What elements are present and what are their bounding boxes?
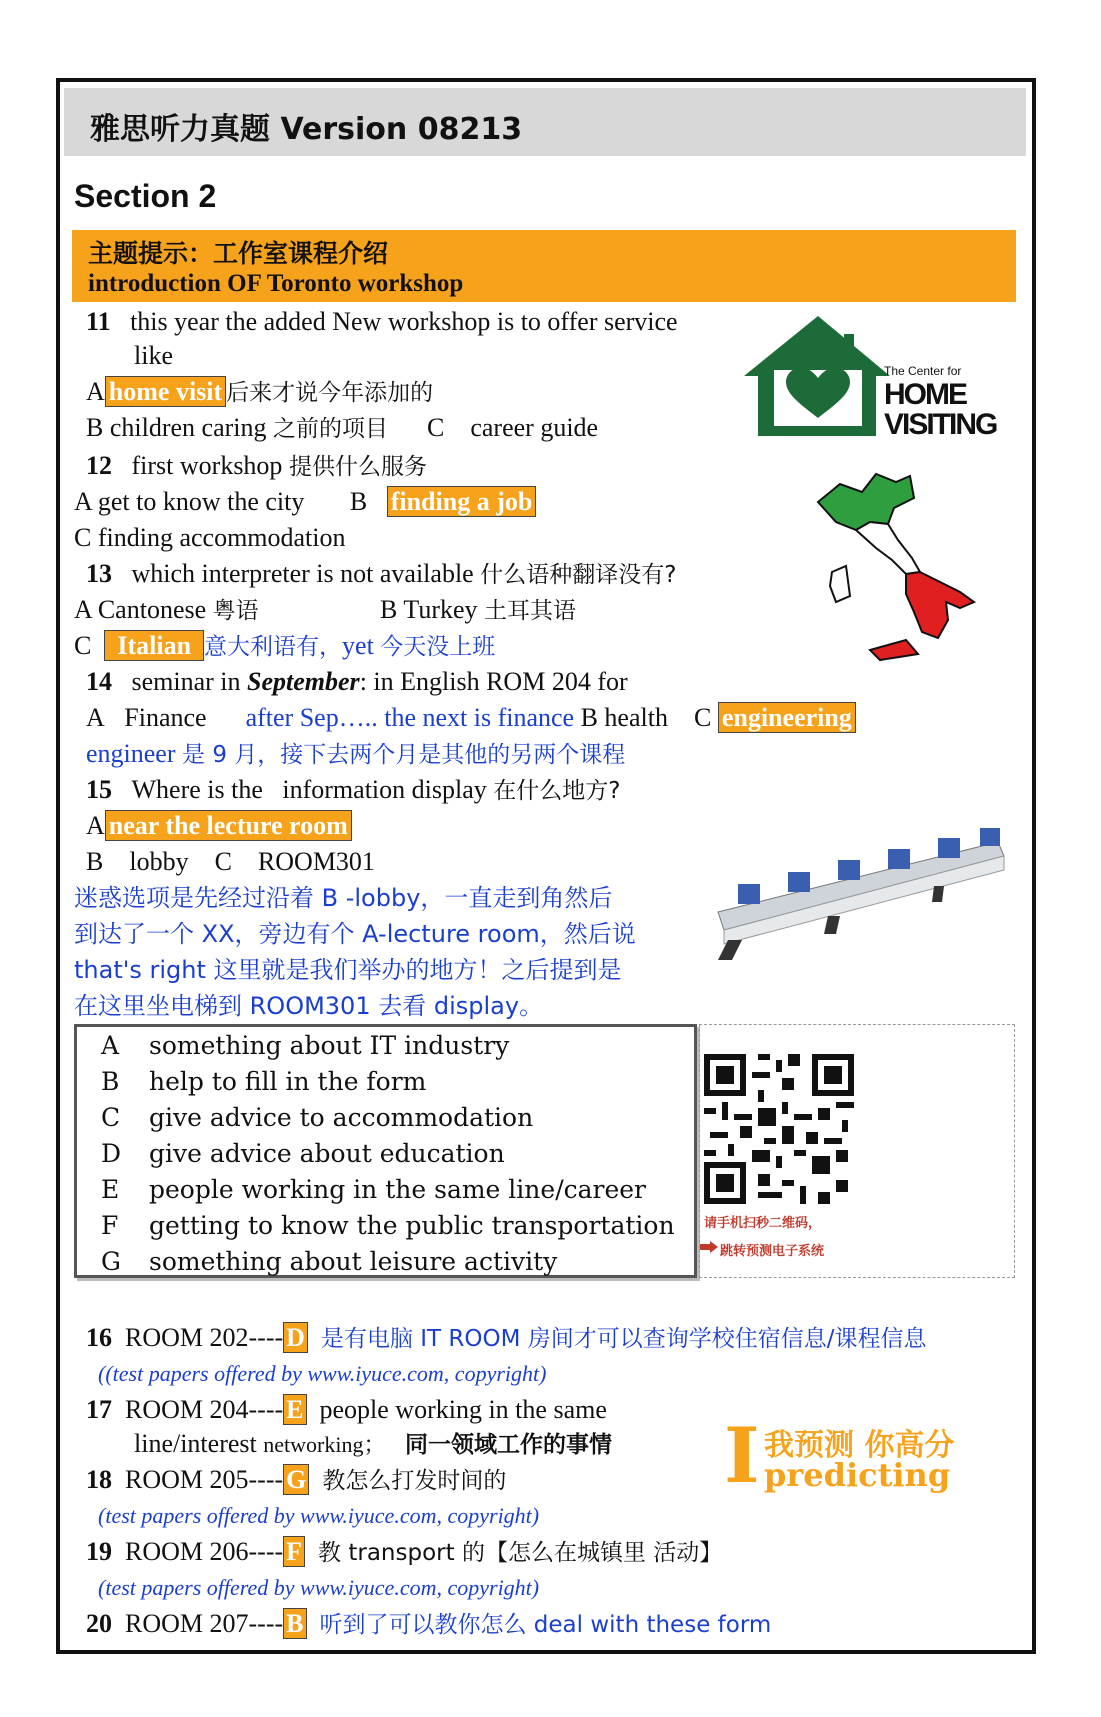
copyright-note: (test papers offered by www.iyuce.com, copyright) [98,1575,540,1600]
option-item: C give advice to accommodation [101,1103,534,1132]
section-heading: Section 2 [74,178,217,214]
q15-options-bc: B lobby C ROOM301 [86,847,375,876]
answer-19: 19 ROOM 206---- F 教 transport 的【怎么在城镇里 活动】 [86,1537,723,1566]
answer-highlight: F [283,1536,305,1567]
answer-17: 17 ROOM 204---- E people working in the same [86,1395,607,1424]
lecture-room-desks-image [708,822,1008,962]
answer-20: 20 ROOM 207---- B 听到了可以教你怎么 deal with these form [86,1609,772,1638]
option-item: B help to fill in the form [101,1067,427,1096]
q15-explain-line: 迷惑选项是先经过沿着 B -lobby，一直走到角然后 [74,884,613,912]
option-item: A something about IT industry [101,1031,510,1060]
option-item: D give advice about education [101,1139,505,1168]
q15-explain-line: 在这里坐电梯到 ROOM301 去看 display。 [74,992,544,1020]
topic-cn: 主题提示：工作室课程介绍 [88,239,389,268]
answer-highlight: G [283,1464,309,1495]
option-item: E people working in the same line/career [101,1175,647,1204]
q11-question-cont: like [134,341,173,370]
options-list-box [74,1024,697,1278]
q14-question: 14 seminar in September: in English ROM 204 for [86,667,628,696]
q12-options-ab: A get to know the city B finding a job [74,486,536,518]
q13-option-b: B Turkey 土耳其语 [380,595,577,624]
q15-answer-a: A near the lecture room [86,810,352,842]
q14-options: A Finance after Sep….. the next is finance B health C engineering [86,702,856,734]
qr-caption-1: 请手机扫秒二维码， [704,1216,822,1231]
q15-explain-line: that's right 这里就是我们举办的地方！之后提到是 [74,956,622,984]
q11-options-bc: B children caring 之前的项目 C career guide [86,413,599,442]
q13-question: 13 which interpreter is not available 什么语种翻译没有? [86,559,677,588]
answer-18: 18 ROOM 205---- G 教怎么打发时间的 [86,1465,507,1494]
home-visiting-home: HOME [884,378,966,411]
q11-answer-a: A home visit 后来才说今年添加的 [86,377,434,406]
option-item: G something about leisure activity [101,1247,558,1276]
home-visiting-visiting: VISITING [884,408,997,441]
q12-option-c: C finding accommodation [74,523,346,552]
option-item: F getting to know the public transportation [101,1211,675,1240]
q15-explain-line: 到达了一个 XX，旁边有个 A-lecture room，然后说 [74,920,636,948]
answer-highlight: finding a job [387,486,537,517]
answer-highlight: B [283,1608,306,1639]
q11-question: 11 this year the added New workshop is to offer service [86,307,678,336]
copyright-note: ((test papers offered by www.iyuce.com, copyright) [98,1361,547,1386]
answer-highlight: engineering [718,702,856,733]
q12-question: 12 first workshop 提供什么服务 [86,451,427,480]
q14-note: engineer 是 9 月，接下去两个月是其他的另两个课程 [86,739,626,768]
qr-caption-2: 跳转预测电子系统 [720,1244,825,1259]
page-title: 雅思听力真题 Version 08213 [90,112,523,147]
answer-highlight: E [283,1394,306,1425]
home-visiting-house-icon [740,314,896,438]
answer-highlight: near the lecture room [105,810,352,841]
q13-options-ab: A Cantonese 粤语 [74,595,259,624]
answer-highlight: Italian [104,630,204,661]
copyright-note: (test papers offered by www.iyuce.com, copyright) [98,1503,540,1528]
home-visiting-small: The Center for [884,364,962,378]
topic-en: introduction OF Toronto workshop [88,270,464,297]
answer-highlight: D [283,1322,308,1353]
q15-question: 15 Where is the information display 在什么地方? [86,775,621,804]
answer-highlight: home visit [105,376,226,407]
q13-answer-c: C Italian 意大利语有，yet 今天没上班 [74,631,496,660]
answer-16: 16 ROOM 202---- D 是有电脑 IT ROOM 房间才可以查询学校住宿信息/课程信息 [86,1323,927,1352]
topic-banner [72,230,1016,302]
answer-17-cont: line/interest networking； 同一领域工作的事情 [134,1429,612,1458]
arrow-right-icon [700,1241,718,1253]
qr-code-icon[interactable] [704,1054,854,1204]
italy-map-icon [810,462,980,662]
